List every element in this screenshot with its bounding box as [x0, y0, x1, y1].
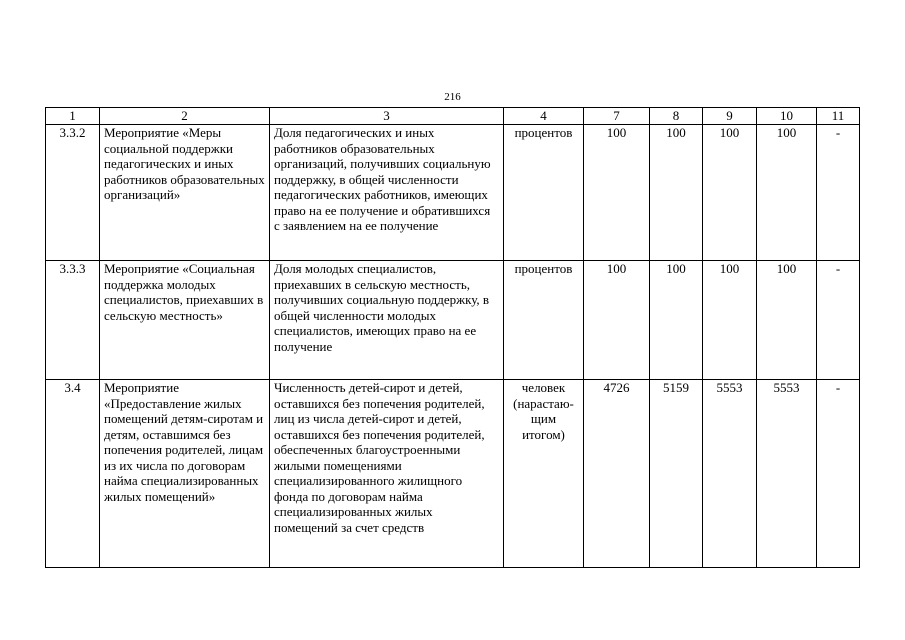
header-col-9: 9 [703, 108, 757, 125]
row-number: 3.4 [46, 380, 100, 568]
value-col-8: 5159 [650, 380, 703, 568]
value-col-11: - [817, 261, 860, 380]
value-col-9: 5553 [703, 380, 757, 568]
measure-name: Мероприятие «Меры социальной поддержки педагогических и иных работников образовательных организаций» [100, 125, 270, 261]
value-col-10: 5553 [757, 380, 817, 568]
table-row [46, 261, 860, 380]
header-col-11: 11 [817, 108, 860, 125]
table-row [46, 125, 860, 261]
header-col-4: 4 [504, 108, 584, 125]
measure-name: Мероприятие «Предоставление жилых помещений детям-сиротам и детям, оставшимся без попечения родителей, лицам из их числа по договорам найма специализированных жилых помещений» [100, 380, 270, 568]
value-col-8: 100 [650, 261, 703, 380]
value-col-8: 100 [650, 125, 703, 261]
header-col-7: 7 [584, 108, 650, 125]
page-number: 216 [444, 91, 461, 103]
value-col-11: - [817, 125, 860, 261]
value-col-7: 100 [584, 125, 650, 261]
value-col-11: - [817, 380, 860, 568]
table-row [46, 380, 860, 568]
value-col-10: 100 [757, 261, 817, 380]
indicator-name: Доля молодых специалистов, приехавших в сельскую местность, получивших социальную поддержку, в общей численности молодых специалистов, имеющих право на ее получение [270, 261, 504, 380]
header-col-2: 2 [100, 108, 270, 125]
header-col-1: 1 [46, 108, 100, 125]
value-col-9: 100 [703, 261, 757, 380]
indicator-name: Численность детей-сирот и детей, оставшихся без попечения родителей, лиц из числа детей-сирот и детей, оставшихся без попечения родителей, обеспеченных благоустроенными жилыми помещениями специализированного жилищного фонда по договорам найма специализированных жилых помещений за счет средств [270, 380, 504, 568]
header-row [46, 108, 860, 125]
unit-of-measure: человек (нарастаю-щим итогом) [504, 380, 584, 568]
indicators-table [45, 107, 860, 568]
unit-of-measure: процентов [504, 261, 584, 380]
header-col-8: 8 [650, 108, 703, 125]
row-number: 3.3.2 [46, 125, 100, 261]
indicator-name: Доля педагогических и иных работников образовательных организаций, получивших социальную поддержку, в общей численности педагогических работников, имеющих право на ее получение и обратившихся с заявлением на ее получение [270, 125, 504, 261]
value-col-9: 100 [703, 125, 757, 261]
value-col-7: 4726 [584, 380, 650, 568]
row-number: 3.3.3 [46, 261, 100, 380]
header-col-10: 10 [757, 108, 817, 125]
header-col-3: 3 [270, 108, 504, 125]
value-col-7: 100 [584, 261, 650, 380]
value-col-10: 100 [757, 125, 817, 261]
unit-of-measure: процентов [504, 125, 584, 261]
measure-name: Мероприятие «Социальная поддержка молодых специалистов, приехавших в сельскую местность» [100, 261, 270, 380]
